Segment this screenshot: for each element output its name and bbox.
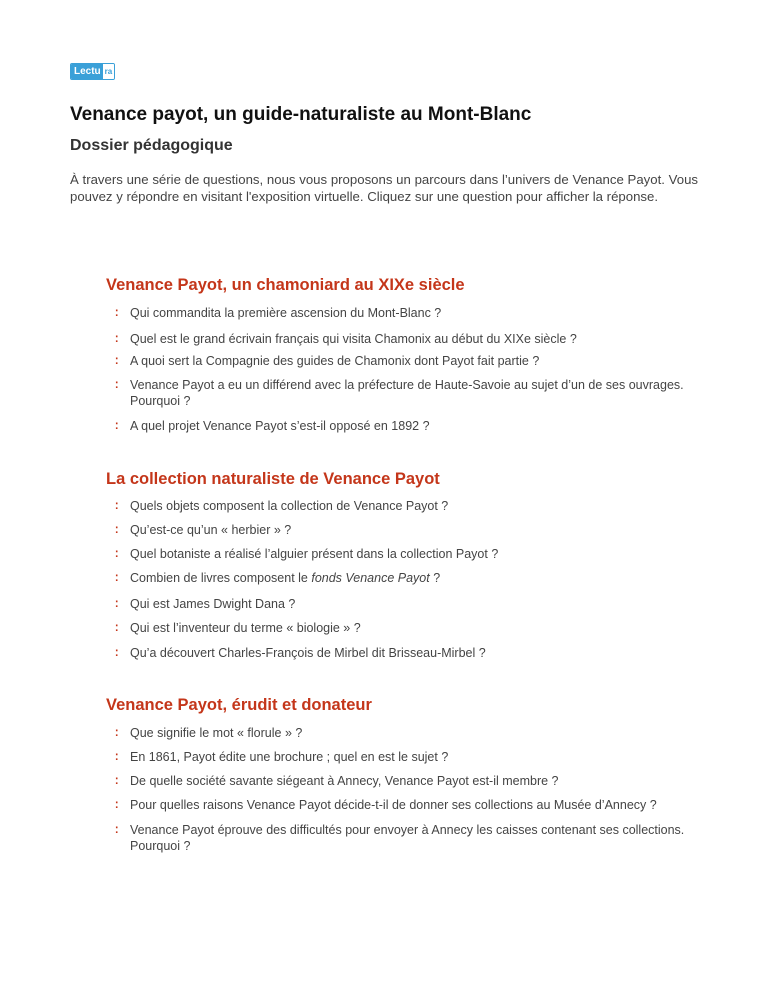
bullet-icon: ⁚: [115, 501, 119, 511]
bullet-icon: ⁚: [115, 728, 119, 738]
section-title: Venance Payot, un chamoniard au XIXe siècle: [106, 276, 465, 294]
question-text: A quel projet Venance Payot s’est-il opposé en 1892 ?: [130, 419, 430, 433]
logo-part-2: ra: [103, 64, 115, 79]
question-text: Qui est l’inventeur du terme « biologie » ?: [130, 621, 361, 635]
question-item[interactable]: [115, 620, 690, 636]
question-item[interactable]: [115, 749, 690, 765]
bullet-icon: ⁚: [115, 776, 119, 786]
question-text: Qui est James Dwight Dana ?: [130, 597, 296, 611]
bullet-icon: ⁚: [115, 825, 119, 835]
question-item[interactable]: [115, 498, 690, 514]
question-text: En 1861, Payot édite une brochure ; quel en est le sujet ?: [130, 750, 449, 764]
logo-part-1: Lectu: [71, 64, 103, 79]
question-item[interactable]: [115, 645, 690, 661]
question-text-emphasis: fonds Venance Payot: [311, 571, 430, 585]
question-text: Quel est le grand écrivain français qui visita Chamonix au début du XIXe siècle ?: [130, 332, 577, 346]
bullet-icon: ⁚: [115, 380, 119, 390]
question-item[interactable]: [115, 377, 690, 409]
question-item[interactable]: [115, 331, 690, 347]
question-item[interactable]: [115, 418, 690, 434]
bullet-icon: ⁚: [115, 549, 119, 559]
lectura-logo[interactable]: [70, 63, 115, 80]
bullet-icon: ⁚: [115, 623, 119, 633]
bullet-icon: ⁚: [115, 308, 119, 318]
question-text: Venance Payot éprouve des difficultés pour envoyer à Annecy les caisses contenant ses collections. Pourquoi ?: [130, 823, 685, 853]
bullet-icon: ⁚: [115, 525, 119, 535]
bullet-icon: ⁚: [115, 334, 119, 344]
section-title: La collection naturaliste de Venance Payot: [106, 470, 440, 488]
intro-paragraph: À travers une série de questions, nous vous proposons un parcours dans l’univers de Venance Payot. Vous pouvez y répondre en visitant l'exposition virtuelle. Cliquez sur une question pour afficher la réponse.: [70, 172, 698, 204]
question-item[interactable]: [115, 570, 690, 586]
question-item[interactable]: [115, 725, 690, 741]
question-text: Que signifie le mot « florule » ?: [130, 726, 303, 740]
page-title: Venance payot, un guide-naturaliste au Mont-Blanc: [70, 104, 532, 125]
section-collection: [106, 470, 706, 660]
question-item[interactable]: [115, 353, 690, 369]
question-text: Quels objets composent la collection de Venance Payot ?: [130, 499, 449, 513]
bullet-icon: ⁚: [115, 752, 119, 762]
question-text: Quel botaniste a réalisé l’alguier présent dans la collection Payot ?: [130, 547, 499, 561]
question-item[interactable]: [115, 522, 690, 538]
question-item[interactable]: [115, 797, 690, 813]
question-text: Pour quelles raisons Venance Payot décide-t-il de donner ses collections au Musée d’Annecy ?: [130, 798, 657, 812]
bullet-icon: ⁚: [115, 648, 119, 658]
page-subtitle: Dossier pédagogique: [70, 137, 233, 154]
question-item[interactable]: [115, 773, 690, 789]
question-item[interactable]: [115, 596, 690, 612]
section-erudit: [106, 696, 706, 853]
question-text: A quoi sert la Compagnie des guides de Chamonix dont Payot fait partie ?: [130, 354, 540, 368]
bullet-icon: ⁚: [115, 356, 119, 366]
bullet-icon: ⁚: [115, 800, 119, 810]
question-item[interactable]: [115, 305, 690, 321]
question-text: Qui commandita la première ascension du Mont-Blanc ?: [130, 306, 442, 320]
question-item[interactable]: [115, 822, 690, 854]
question-text: Venance Payot a eu un différend avec la préfecture de Haute-Savoie au sujet d’un de ses ouvrages. Pourquoi ?: [130, 378, 684, 408]
question-text-before: Combien de livres composent le: [130, 571, 312, 585]
section-chamoniard: [106, 276, 706, 433]
question-item[interactable]: [115, 546, 690, 562]
bullet-icon: ⁚: [115, 573, 119, 583]
section-title: Venance Payot, érudit et donateur: [106, 696, 372, 714]
bullet-icon: ⁚: [115, 599, 119, 609]
question-text: Qu’est-ce qu’un « herbier » ?: [130, 523, 292, 537]
question-text: Qu’a découvert Charles-François de Mirbel dit Brisseau-Mirbel ?: [130, 646, 486, 660]
question-text-after: ?: [429, 571, 441, 585]
question-text: De quelle société savante siégeant à Annecy, Venance Payot est-il membre ?: [130, 774, 559, 788]
bullet-icon: ⁚: [115, 421, 119, 431]
